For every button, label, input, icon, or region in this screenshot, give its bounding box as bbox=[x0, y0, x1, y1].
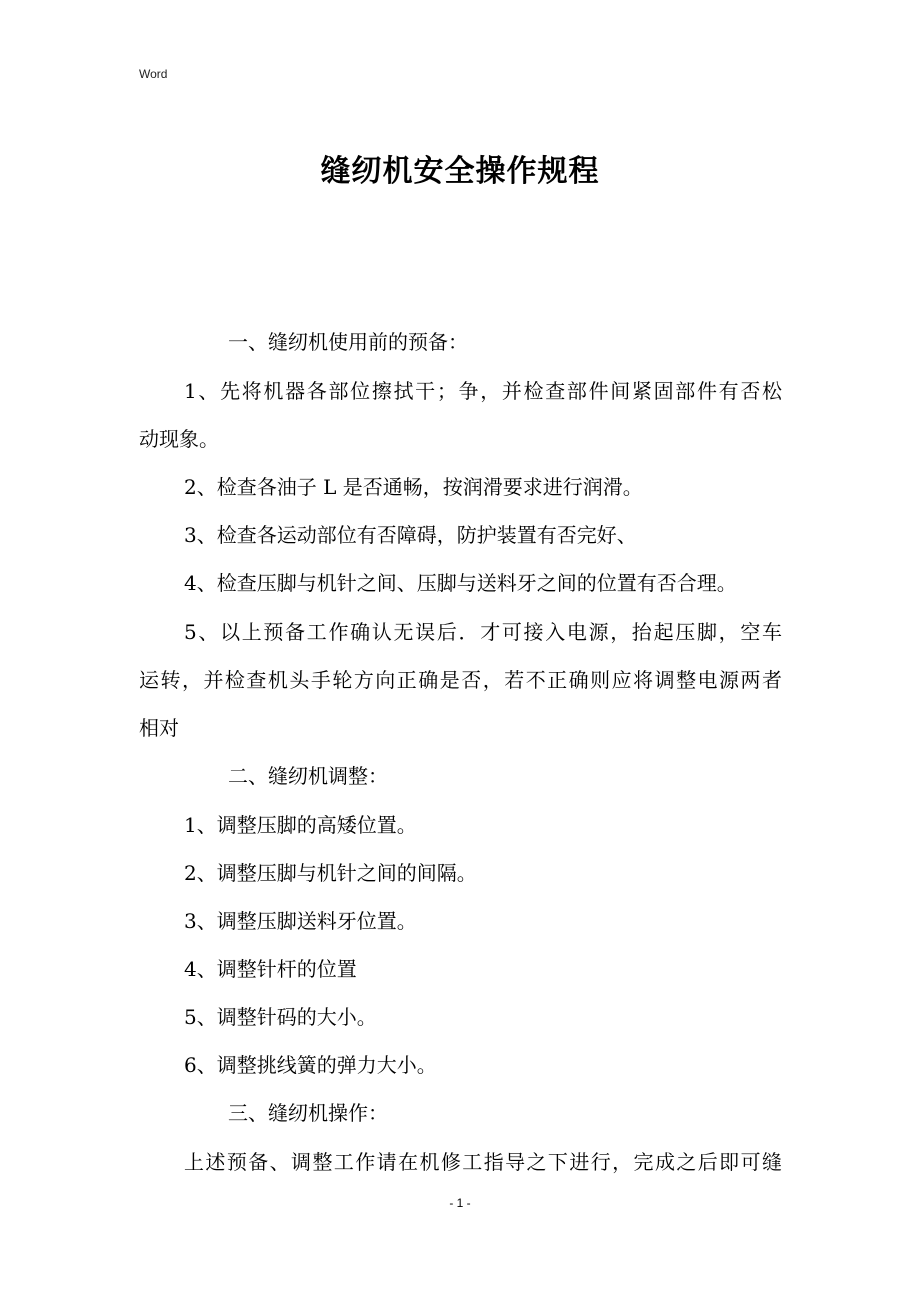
list-item: 6、调整挑线簧的弹力大小。 bbox=[184, 1053, 437, 1077]
paragraph-line: 运转，并检查机头手轮方向正确是否，若不正确则应将调整电源两者 bbox=[139, 668, 782, 692]
list-item: 3、调整压脚送料牙位置。 bbox=[184, 909, 417, 933]
paragraph-line: 5、以上预备工作确认无误后．才可接入电源，抬起压脚，空车 bbox=[184, 620, 782, 644]
list-item: 5、调整针码的大小。 bbox=[184, 1005, 377, 1029]
paragraph-line: 3、检查各运动部位有否障碍，防护装置有否完好、 bbox=[184, 523, 637, 547]
section-heading: 三、缝纫机操作： bbox=[228, 1101, 388, 1125]
paragraph-line: 相对 bbox=[139, 716, 179, 740]
paragraph-line: 2、检查各油子 L 是否通畅，按润滑要求进行润滑。 bbox=[184, 475, 643, 499]
paragraph-line: 4、检查压脚与机针之间、压脚与送料牙之间的位置有否合理。 bbox=[184, 571, 737, 595]
section-heading: 一、缝纫机使用前的预备： bbox=[228, 330, 468, 354]
paragraph-line: 动现象。 bbox=[139, 427, 219, 451]
list-item: 4、调整针杆的位置 bbox=[184, 957, 357, 981]
page-header: Word bbox=[139, 67, 168, 81]
paragraph-line: 1、先将机器各部位擦拭干；争，并检查部件间紧固部件有否松 bbox=[184, 379, 782, 403]
list-item: 2、调整压脚与机针之间的间隔。 bbox=[184, 861, 477, 885]
list-item: 1、调整压脚的高矮位置。 bbox=[184, 813, 417, 837]
section-heading: 二、缝纫机调整： bbox=[228, 764, 388, 788]
paragraph-line: 上述预备、调整工作请在机修工指导之下进行，完成之后即可缝 bbox=[184, 1150, 782, 1174]
page-number: - 1 - bbox=[449, 1196, 471, 1210]
document-title: 缝纫机安全操作规程 bbox=[320, 154, 600, 189]
